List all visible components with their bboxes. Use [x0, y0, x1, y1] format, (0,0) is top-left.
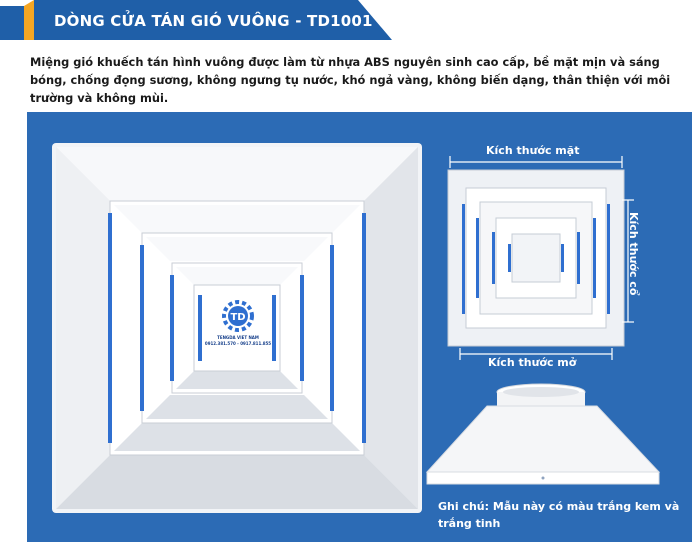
opening-size-label: Kích thước mở	[488, 356, 577, 369]
logo-phone: 0912.381.570 - 0917.811.855	[204, 341, 272, 346]
color-note: Ghi chú: Mẫu này có màu trắng kem và trắng tinh	[438, 500, 680, 530]
diffuser-front-image	[52, 143, 422, 513]
logo-mark: TD	[230, 312, 246, 323]
face-size-label: Kích thước mặt	[486, 144, 580, 157]
page-title: DÒNG CỬA TÁN GIÓ VUÔNG - TD1001	[54, 12, 373, 30]
neck-size-label: Kích thước cổ	[627, 212, 640, 296]
logo-company: TENGDA VIET NAM	[217, 335, 259, 340]
product-description: Miệng gió khuếch tán hình vuông được làm từ nhựa ABS nguyên sinh cao cấp, bề mặt mịn và sáng bóng, chống đọng sương, không ngưng tụ nước, khó ngả vàng, không biến dạng, thân thiện với môi trường và không mùi.	[30, 55, 671, 105]
diffuser-side-image	[425, 382, 661, 490]
